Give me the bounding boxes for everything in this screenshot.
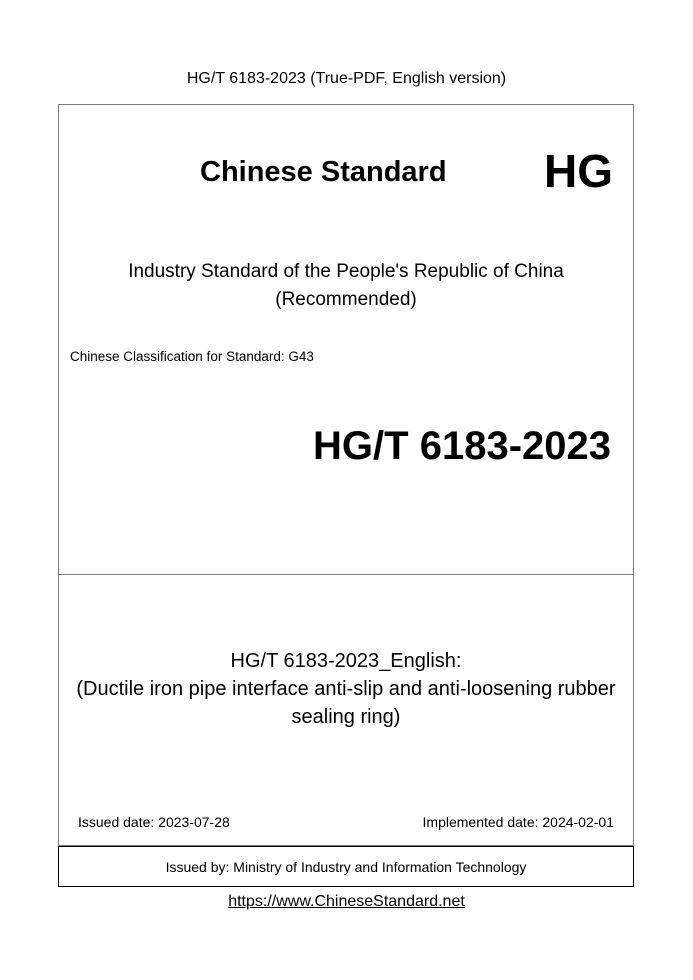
english-title-line-1: HG/T 6183-2023_English: bbox=[230, 650, 462, 672]
classification-text: Chinese Classification for Standard: G43 bbox=[70, 349, 314, 364]
issuer-box bbox=[58, 846, 634, 887]
issuer-text: Issued by: Ministry of Industry and Information Technology bbox=[165, 858, 527, 875]
cover-heading: Chinese Standard bbox=[200, 156, 447, 188]
issued-date: Issued date: 2023-07-28 bbox=[78, 814, 230, 830]
industry-line-2: (Recommended) bbox=[275, 289, 417, 310]
english-title bbox=[58, 647, 634, 731]
standard-code: HG bbox=[544, 145, 613, 197]
industry-standard-text bbox=[58, 258, 634, 314]
english-title-line-2: (Ductile iron pipe interface anti-slip and anti-loosening rubber bbox=[76, 678, 616, 700]
document-header-title: HG/T 6183-2023 (True-PDF, English version) bbox=[186, 70, 507, 87]
industry-line-1: Industry Standard of the People's Republic of China bbox=[128, 261, 564, 282]
english-title-line-3: sealing ring) bbox=[291, 706, 401, 728]
implemented-date: Implemented date: 2024-02-01 bbox=[422, 814, 614, 830]
standard-number: HG/T 6183-2023 bbox=[313, 424, 611, 468]
website-link[interactable]: https://www.ChineseStandard.net bbox=[228, 893, 465, 910]
